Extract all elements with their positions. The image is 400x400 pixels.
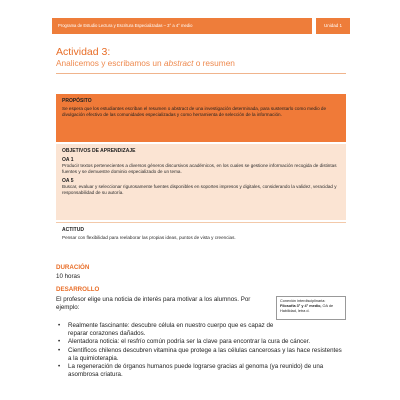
bullet-icon: • bbox=[58, 363, 61, 371]
list-item: • Científicos chilenos descubren vitamina que protege a las células cancerosas y las hace resistentes a la quimioterapia. bbox=[58, 346, 342, 362]
program-title: Programa de Estudio Lectura y Escritura Especializadas – 3° a 4° medio bbox=[58, 23, 193, 28]
note-suffix: OA de Habilidad, letra d. bbox=[280, 304, 334, 313]
news-example-list bbox=[56, 322, 346, 379]
attitude-label: ACTITUD bbox=[62, 227, 84, 233]
development-label: DESARROLLO bbox=[56, 286, 100, 293]
development-intro: El profesor elige una noticia de interés para motivar a los alumnos. Por ejemplo: bbox=[56, 296, 251, 311]
purpose-text: Se espera que los estudiantes escriban el resumen o abstract de una investigación determinada, para sustentarlo como medio de divulgación efectivo de las comunidades especializadas y como herramienta de selección de la información. bbox=[62, 106, 327, 117]
unit-badge bbox=[316, 18, 350, 34]
bullet-icon: • bbox=[58, 322, 61, 329]
duration-label: DURACIÓN bbox=[56, 264, 90, 271]
program-header-bar bbox=[52, 18, 312, 34]
unit-label: Unidad 1 bbox=[323, 23, 342, 28]
purpose-label: PROPÓSITO bbox=[62, 98, 92, 104]
activity-title: Actividad 3: bbox=[56, 46, 111, 58]
oa1-code: OA 1 bbox=[62, 157, 74, 163]
subtitle-text-start: Analicemos y escribamos un bbox=[56, 58, 164, 68]
subtitle-italic: abstract bbox=[163, 58, 194, 68]
interdisciplinary-note bbox=[276, 296, 346, 320]
title-divider bbox=[56, 73, 346, 74]
attitude-text: Pensar con flexibilidad para reelaborar las propias ideas, puntos de vista y creencias. bbox=[62, 235, 236, 240]
bullet-icon: • bbox=[58, 346, 61, 354]
duration-value: 10 horas bbox=[56, 273, 81, 280]
oa1-text: Producir textos pertenecientes a diversos géneros discursivos académicos, en los cuales se gestione información recogida de distintas fuentes y se demuestre dominio especializado de un tema. bbox=[62, 163, 337, 174]
list-item: • La regeneración de órganos humanos puede lograrse gracias al genoma (ya reunido) de una asombrosa criatura. bbox=[58, 363, 324, 379]
purpose-box bbox=[56, 94, 346, 142]
attitude-box bbox=[56, 222, 346, 250]
oa5-text: Buscar, evaluar y seleccionar rigurosamente fuentes disponibles en soportes impresos y digitales, considerando la validez, veracidad y responsabilidad de su autoría. bbox=[62, 184, 337, 195]
objectives-box bbox=[56, 144, 346, 220]
subtitle-text-end: o resumen bbox=[193, 58, 235, 68]
list-item: • Alentadora noticia: el resfrío común podría ser la clave para encontrar la cura de cáncer. bbox=[58, 338, 311, 346]
activity-subtitle bbox=[56, 58, 235, 68]
bullet-icon: • bbox=[58, 338, 61, 346]
oa5-code: OA 5 bbox=[62, 178, 74, 184]
note-prefix: Conexión interdisciplinaria: bbox=[280, 299, 326, 303]
objectives-label: OBJETIVOS DE APRENDIZAJE bbox=[62, 148, 136, 154]
list-item: • Realmente fascinante: descubre célula en nuestro cuerpo que es capaz de reparar corazones dañados. bbox=[58, 322, 274, 338]
note-subject: Filosofía 3° y 4° medio, bbox=[280, 304, 322, 308]
